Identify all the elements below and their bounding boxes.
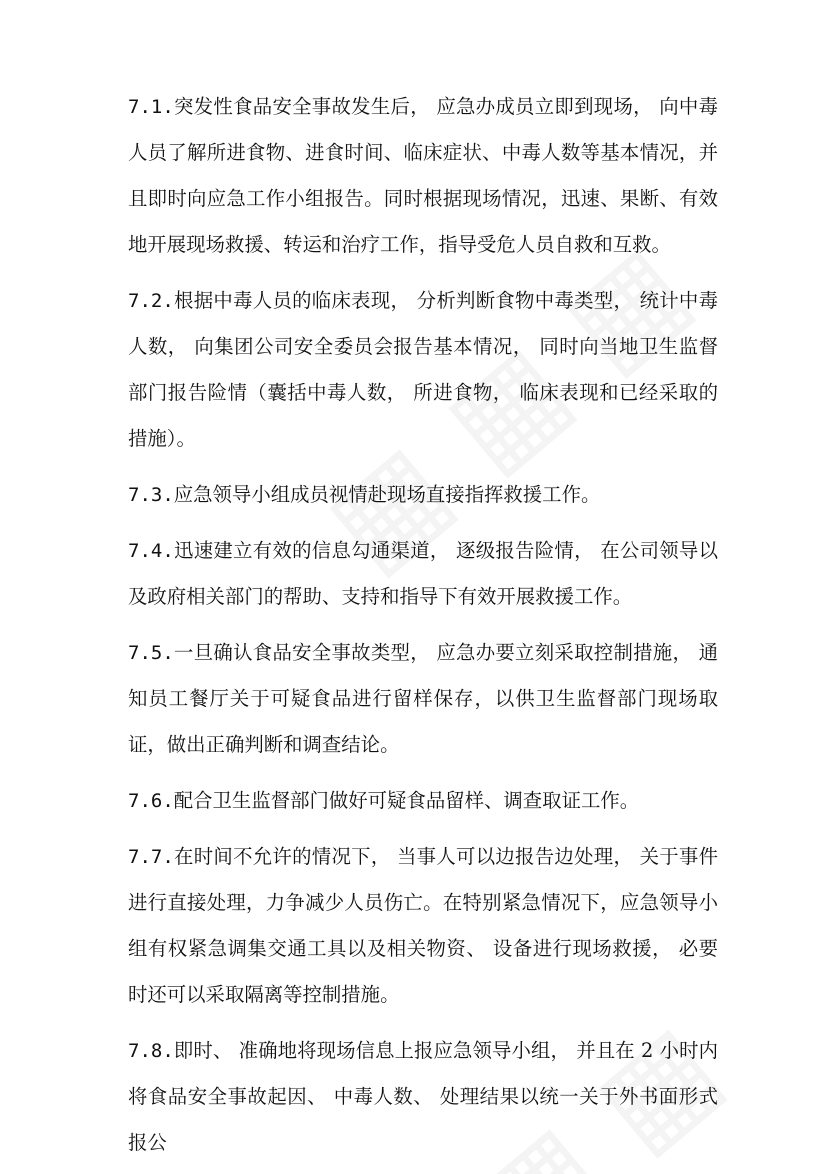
paragraph-number: 7.8. xyxy=(128,1040,174,1062)
paragraph-text: 应急领导小组成员视情赴现场直接指挥救援工作。 xyxy=(173,483,601,506)
paragraph-7-8 xyxy=(128,1028,718,1166)
paragraph-text: 突发性食品安全事故发生后， 应急办成员立即到现场， 向中毒人员了解所进食物、进食时间、临床症状、中毒人数等基本情况，并且即时向应急工作小组报告。同时根据现场情况，迅速、果断、有效地开展现场救援、转运和治疗工作，指导受危人员自救和互救。 xyxy=(128,95,718,256)
paragraph-text: 一旦确认食品安全事故类型， 应急办要立刻采取控制措施， 通知员工餐厅关于可疑食品进行留样保存，以供卫生监督部门现场取证，做出正确判断和调查结论。 xyxy=(128,641,718,756)
paragraph-number: 7.2. xyxy=(128,290,174,312)
paragraph-number: 7.1. xyxy=(128,96,174,118)
paragraph-number: 7.7. xyxy=(128,846,174,868)
paragraph-7-4 xyxy=(128,528,718,620)
document-body xyxy=(128,84,718,1174)
paragraph-number: 7.6. xyxy=(128,790,174,812)
paragraph-7-2 xyxy=(128,278,718,462)
paragraph-text: 即时、 准确地将现场信息上报应急领导小组， 并且在 2 小时内将食品安全事故起因、 中毒人数、 处理结果以统一关于外书面形式报公 xyxy=(128,1039,718,1154)
paragraph-7-5 xyxy=(128,630,718,768)
paragraph-text: 配合卫生监督部门做好可疑食品留样、调查取证工作。 xyxy=(173,789,640,812)
paragraph-number: 7.5. xyxy=(128,642,174,664)
paragraph-text: 根据中毒人员的临床表现， 分析判断食物中毒类型， 统计中毒人数， 向集团公司安全委员会报告基本情况， 同时向当地卫生监督部门报告险情（囊括中毒人数， 所进食物， 临床表现和已经采取的措施）。 xyxy=(128,289,718,450)
paragraph-7-3 xyxy=(128,472,718,518)
paragraph-text: 在时间不允许的情况下， 当事人可以边报告边处理， 关于事件进行直接处理，力争减少人员伤亡。在特别紧急情况下，应急领导小组有权紧急调集交通工具以及相关物资、 设备进行现场救援， 必要时还可以采取隔离等控制措施。 xyxy=(128,845,718,1006)
paragraph-7-1 xyxy=(128,84,718,268)
paragraph-7-6 xyxy=(128,778,718,824)
paragraph-number: 7.4. xyxy=(128,540,174,562)
paragraph-text: 迅速建立有效的信息勾通渠道， 逐级报告险情， 在公司领导以及政府相关部门的帮助、支持和指导下有效开展救援工作。 xyxy=(128,539,718,608)
paragraph-7-7 xyxy=(128,834,718,1018)
paragraph-number: 7.3. xyxy=(128,484,174,506)
